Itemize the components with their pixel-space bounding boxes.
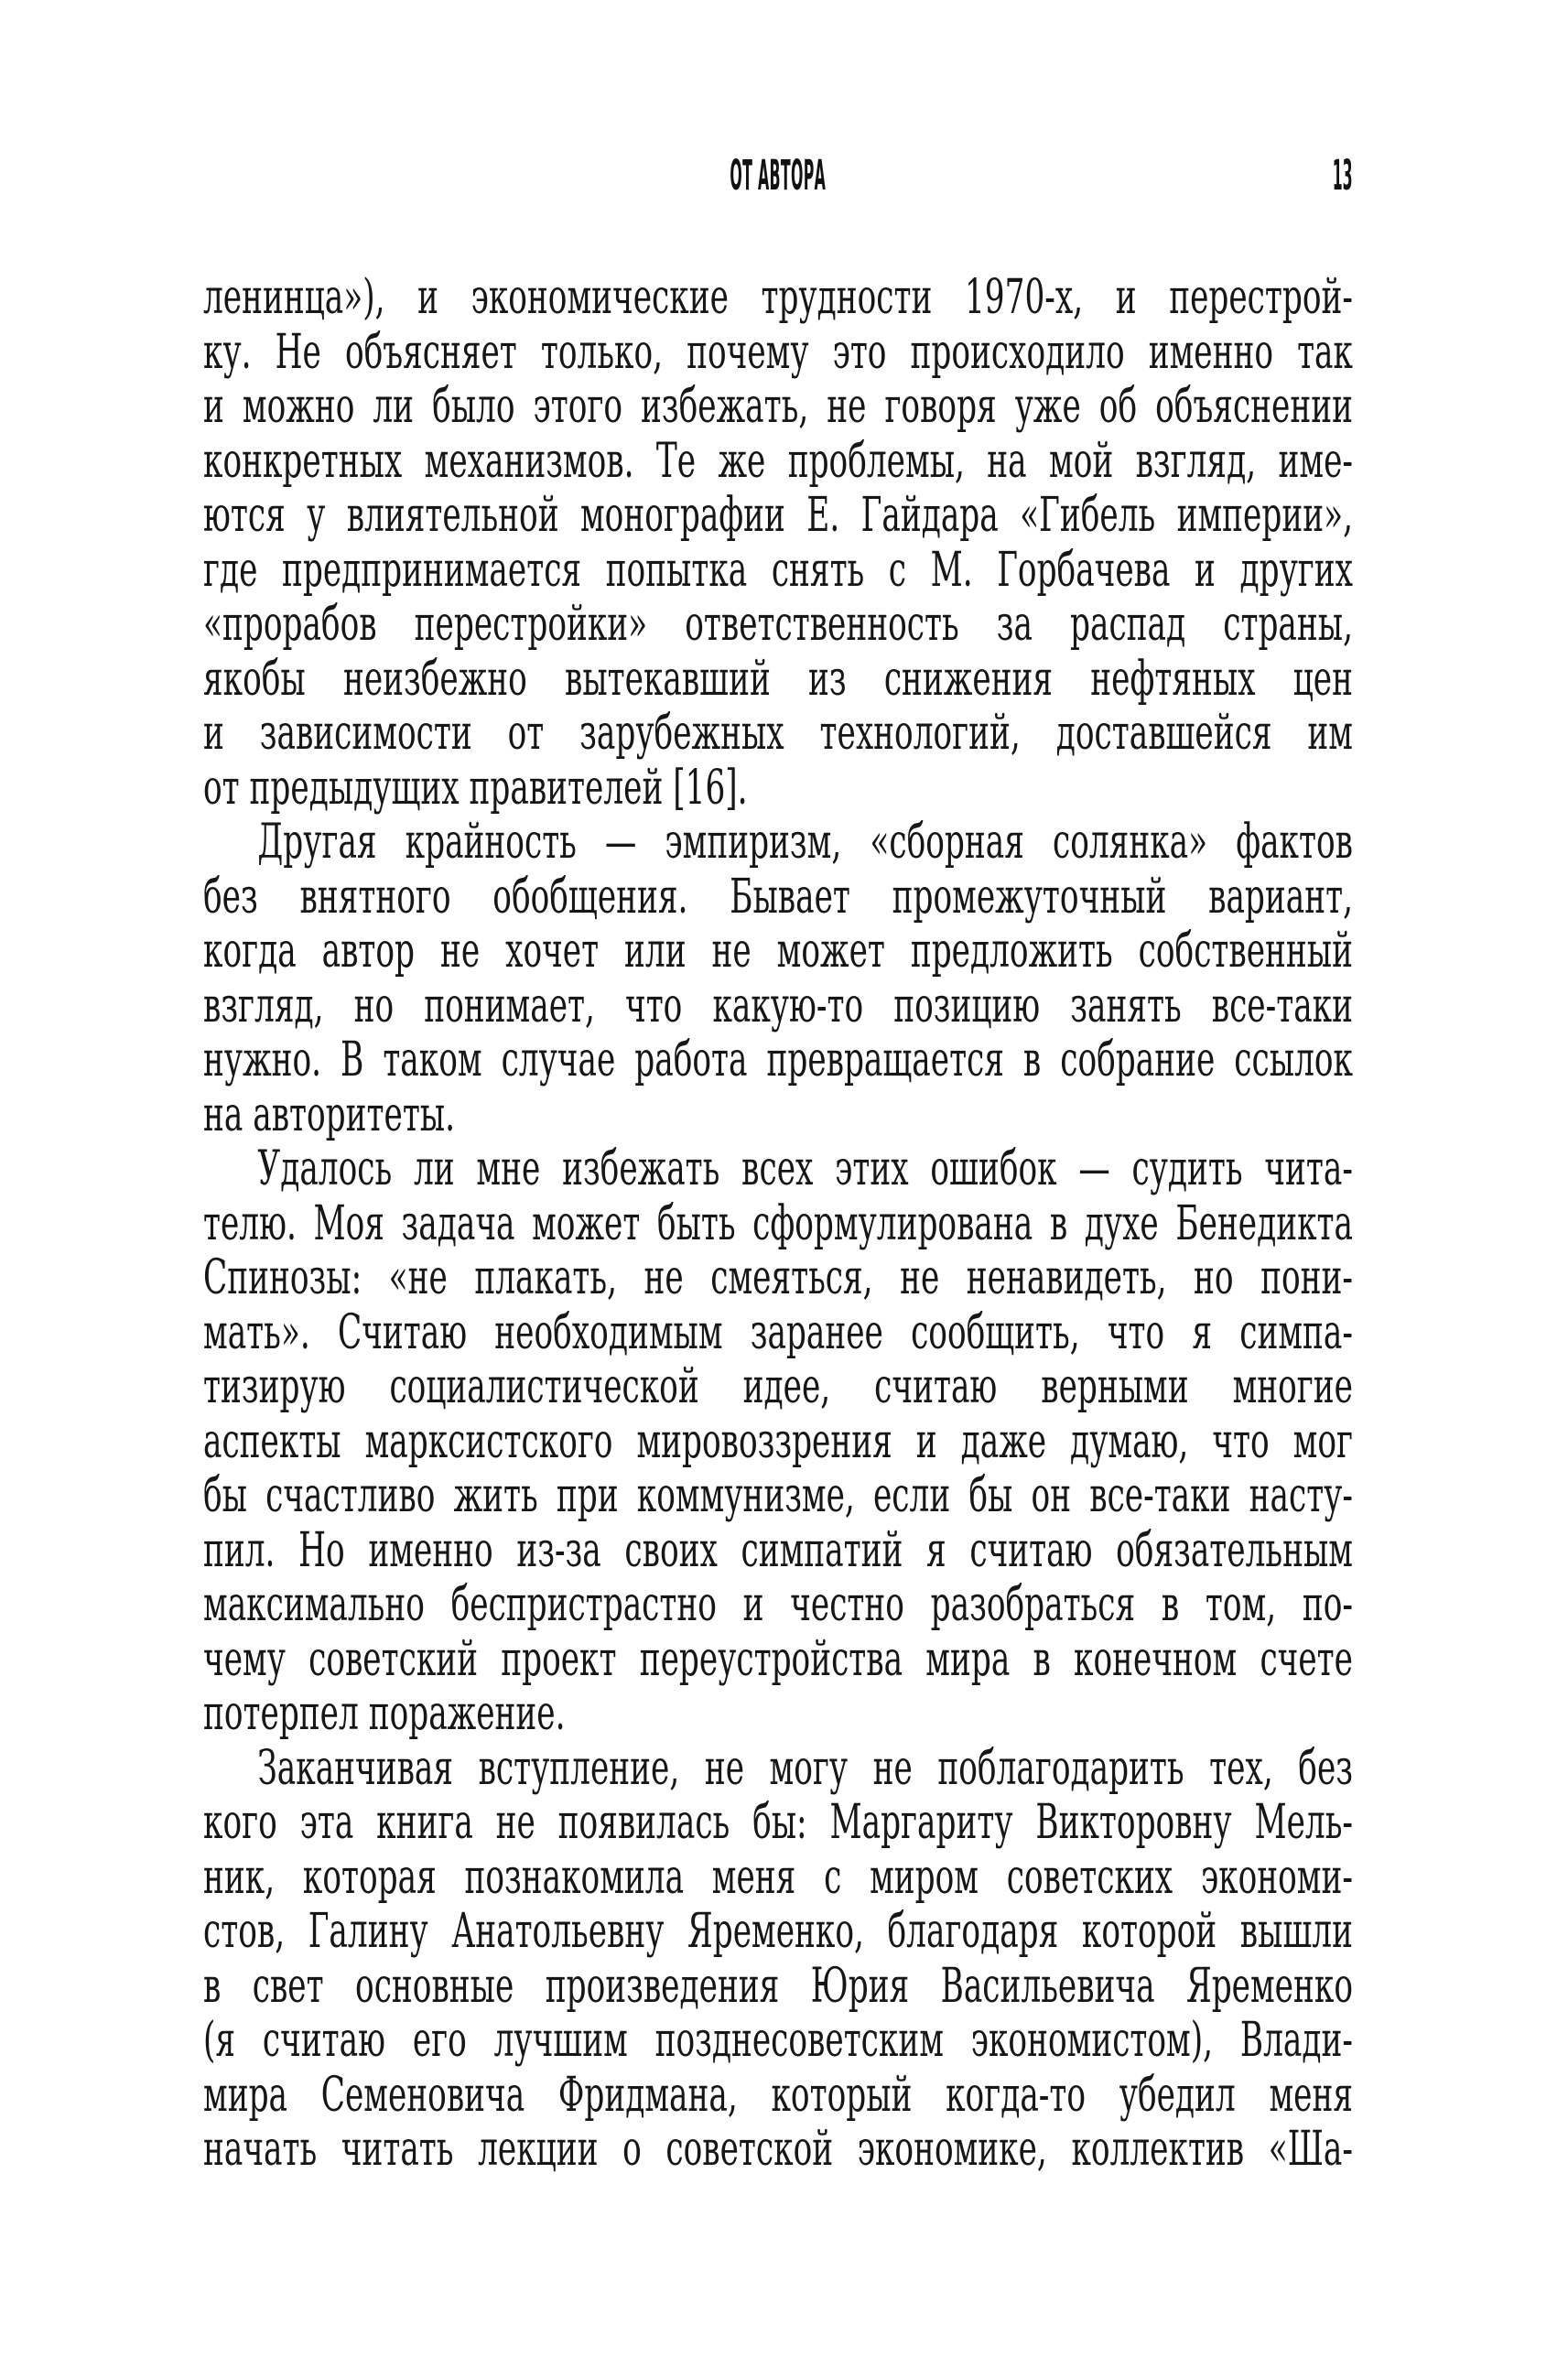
text-line: кого эта книга не появилась бы: Маргариту Викторовну Мель-	[203, 1795, 1353, 1850]
text-line: ку. Не объясняет только, почему это происходило именно так	[203, 324, 1353, 380]
text-line: якобы неизбежно вытекавший из снижения нефтяных цен	[203, 651, 1353, 707]
text-line: бы счастливо жить при коммунизме, если бы он все-таки насту-	[203, 1468, 1353, 1523]
text-line: Другая крайность — эмпиризм, «сборная солянка» фактов	[257, 815, 1353, 870]
text-line: от предыдущих правителей [16].	[203, 760, 748, 816]
text-line: ются у влиятельной монографии Е. Гайдара «Гибель империи»,	[203, 488, 1353, 543]
text-line: на авторитеты.	[203, 1087, 456, 1142]
text-line: в свет основные произведения Юрия Васильевича Яременко	[203, 1958, 1353, 2014]
text-line: «прорабов перестройки» ответственность за распад страны,	[203, 597, 1353, 652]
text-line: Заканчивая вступление, не могу не поблагодарить тех, без	[257, 1740, 1353, 1796]
text-line: Спинозы: «не плакать, не смеяться, не ненавидеть, но пони-	[203, 1250, 1353, 1305]
text-line: пил. Но именно из-за своих симпатий я считаю обязательным	[203, 1522, 1353, 1578]
text-line: и зависимости от зарубежных технологий, доставшейся им	[203, 706, 1353, 761]
text-line: и можно ли было этого избежать, не говоря уже об объяснении	[203, 379, 1353, 434]
text-line: мира Семеновича Фридмана, который когда-то убедил меня	[203, 2067, 1353, 2123]
text-line: ленинца»), и экономические трудности 1970-х, и перестрой-	[203, 270, 1353, 325]
text-line: без внятного обобщения. Бывает промежуточный вариант,	[203, 869, 1353, 925]
text-line: ник, которая познакомила меня с миром советских экономи-	[203, 1849, 1353, 1905]
text-line: максимально беспристрастно и честно разобраться в том, по-	[203, 1577, 1353, 1632]
running-head-center	[203, 151, 1353, 200]
text-line: нужно. В таком случае работа превращается в собрание ссылок	[203, 1033, 1353, 1087]
text-line: тизирую социалистической идее, считаю верными многие	[203, 1359, 1353, 1414]
text-line: стов, Галину Анатольевну Яременко, благодаря которой вышли	[203, 1904, 1353, 1959]
text-line: когда автор не хочет или не может предложить собственный	[203, 924, 1353, 979]
text-line: конкретных механизмов. Те же проблемы, на мой взгляд, име-	[203, 433, 1353, 489]
text-line: чему советский проект переустройства мира в конечном счете	[203, 1631, 1353, 1687]
text-line: мать». Считаю необходимым заранее сообщить, что я симпа-	[203, 1304, 1353, 1360]
text-line: (я считаю его лучшим позднесоветским экономистом), Влади-	[203, 2013, 1353, 2068]
text-line: начать читать лекции о советской экономике, коллектив «Ша-	[203, 2122, 1353, 2177]
text-line: телю. Моя задача может быть сформулирована в духе Бенедикта	[203, 1195, 1353, 1251]
chapter-header: ОТ АВТОРА	[730, 151, 827, 200]
text-line: где предпринимается попытка снять с М. Горбачева и других	[203, 542, 1353, 598]
text-line: аспекты марксистского мировоззрения и даже думаю, что мог	[203, 1413, 1353, 1469]
running-head	[203, 151, 1353, 200]
page-number: 13	[1333, 151, 1353, 200]
body-text	[203, 271, 1353, 2178]
text-line: взгляд, но понимает, что какую-то позицию занять все-таки	[203, 978, 1353, 1033]
text-line: Удалось ли мне избежать всех этих ошибок — судить чита-	[257, 1141, 1353, 1196]
text-line: потерпел поражение.	[203, 1686, 566, 1741]
